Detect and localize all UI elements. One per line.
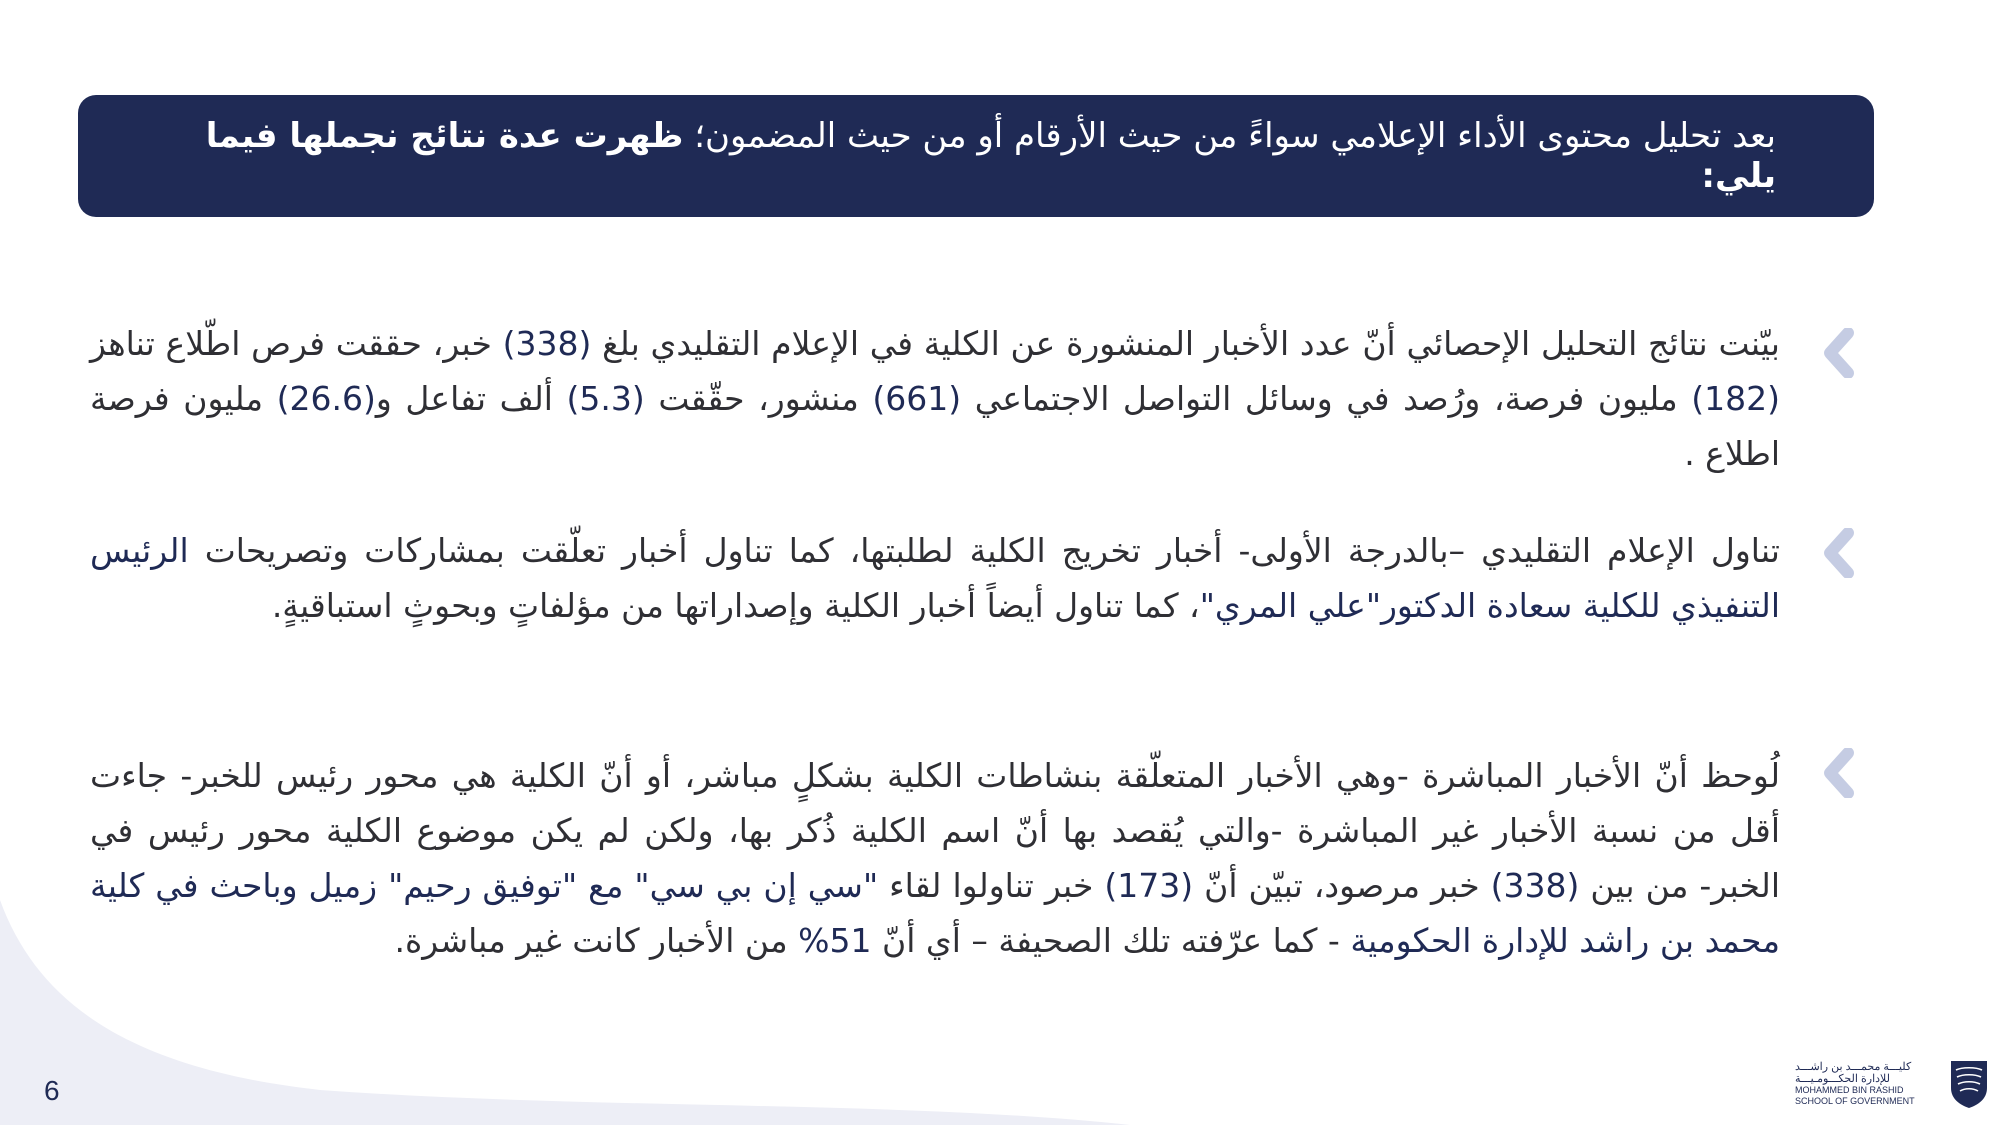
school-logo xyxy=(1795,1055,1990,1113)
text-segment: خبر مرصود، تبيّن أنّ xyxy=(1193,866,1491,905)
intro-banner xyxy=(78,95,1874,217)
text-segment: لُوحظ أنّ الأخبار المباشرة -وهي الأخبار المتعلّقة بنشاطات الكلية بشكلٍ مباشر، أو أنّ الكلية هي محور رئيس للخبر- جاءت أقل من نسبة الأخبار غير المباشرة -والتي يُقصد بها أنّ اسم الكلية ذُكر بها، ولكن لم يكن موضوع الكلية محور رئيس في الخبر- من بين xyxy=(90,756,1780,905)
stat-indirect-percent: 51% xyxy=(798,921,872,960)
chevron-left-icon xyxy=(1816,528,1860,578)
text-segment: مليون فرصة اطلاع . xyxy=(90,379,1780,473)
stat-social-posts: (661) xyxy=(872,379,962,418)
text-segment: تناول الإعلام التقليدي –بالدرجة الأولى- أخبار تخريج الكلية لطلبتها، كما تناول أخبار تعلّقت بمشاركات وتصريحات xyxy=(188,531,1780,570)
finding-paragraph-2 xyxy=(90,523,1780,633)
stat-social-reach: (26.6) xyxy=(276,379,376,418)
logo-text xyxy=(1795,1061,1945,1107)
logo-english-line-1: MOHAMMED BIN RASHID xyxy=(1795,1085,1904,1095)
text-segment: خبر، حققت فرص اطّلاع تناهز xyxy=(90,324,503,363)
text-segment: من الأخبار كانت غير مباشرة. xyxy=(394,921,799,960)
text-segment: بيّنت نتائج التحليل الإحصائي أنّ عدد الأخبار المنشورة عن الكلية في الإعلام التقليدي بلغ xyxy=(591,324,1780,363)
logo-arabic-line-2: للإدارة الحكـــومـيـــة xyxy=(1795,1073,1890,1085)
logo-english-line-2: SCHOOL OF GOVERNMENT xyxy=(1795,1096,1915,1106)
shield-emblem-icon xyxy=(1948,1058,1990,1110)
text-segment: - كما عرّفته تلك الصحيفة – أي أنّ xyxy=(871,921,1351,960)
stat-news-count: (338) xyxy=(502,324,592,363)
text-segment: خبر تناولوا لقاء xyxy=(878,866,1105,905)
text-segment: منشور، حقّقت xyxy=(644,379,873,418)
highlight-ceo: الرئيس التنفيذي للكلية سعادة الدكتور"علي المري" xyxy=(90,531,1780,625)
stat-total-news: (338) xyxy=(1490,866,1580,905)
chevron-left-icon xyxy=(1816,328,1860,378)
stat-interactions: (5.3) xyxy=(566,379,645,418)
text-segment: ألف تفاعل و xyxy=(375,379,567,418)
finding-paragraph-1 xyxy=(90,316,1780,481)
page-number: 6 xyxy=(44,1075,60,1106)
banner-intro-text: بعد تحليل محتوى الأداء الإعلامي سواءً من حيث الأرقام أو من حيث المضمون؛ xyxy=(683,116,1776,156)
stat-reach: (182) xyxy=(1691,379,1780,418)
text-segment: ، كما تناول أيضاً أخبار الكلية وإصداراتها من مؤلفاتٍ وبحوثٍ استباقيةٍ. xyxy=(271,586,1200,625)
banner-bold-text: ظهرت عدة نتائج نجملها فيما يلي: xyxy=(205,116,1776,196)
logo-arabic-line-1: كليـــة محمـــد بن راشـــد xyxy=(1795,1061,1912,1073)
chevron-left-icon xyxy=(1816,748,1860,798)
stat-interview-news: (173) xyxy=(1104,866,1194,905)
highlight-cnbc-interview: "سي إن بي سي" مع "توفيق رحيم" زميل وباحث في كلية محمد بن راشد للإدارة الحكومية xyxy=(90,866,1780,960)
banner-text xyxy=(138,116,1776,196)
text-segment: مليون فرصة، ورُصد في وسائل التواصل الاجتماعي xyxy=(961,379,1692,418)
finding-paragraph-3 xyxy=(90,748,1780,968)
